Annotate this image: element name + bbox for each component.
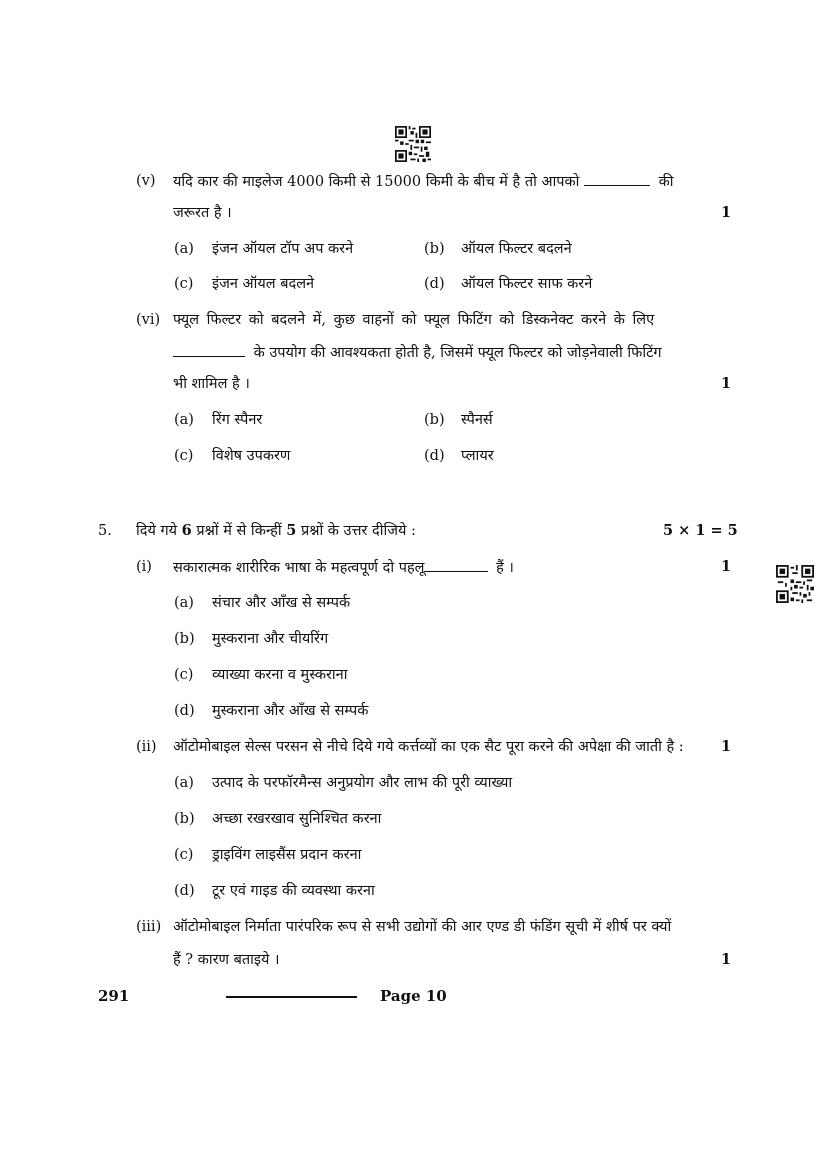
option-text: ड्राइविंग लाइसैंस प्रदान करना bbox=[212, 847, 362, 863]
question-5-marks: 5 × 1 = 5 bbox=[663, 522, 738, 539]
option-label: (b) bbox=[424, 241, 445, 257]
question-v-line1 bbox=[173, 171, 674, 192]
top-qr-code-icon bbox=[395, 126, 431, 162]
option-text: इंजन ऑयल बदलने bbox=[212, 276, 315, 292]
option-label: (a) bbox=[174, 775, 194, 791]
question-vi-line2 bbox=[173, 342, 662, 363]
option-text: विशेष उपकरण bbox=[212, 448, 291, 464]
question-iii-line1: ऑटोमोबाइल निर्माता पारंपरिक रूप से सभी उद्योगों की आर एण्ड डी फंडिंग सूची में शीर्ष पर क्यों bbox=[173, 919, 672, 935]
option-label: (c) bbox=[174, 667, 194, 683]
question-i-marks: 1 bbox=[721, 558, 732, 575]
paper-code: 291 bbox=[98, 987, 130, 1005]
question-v-text-pre: यदि कार की माइलेज 4000 किमी से 15000 किमी के बीच में है तो आपको bbox=[173, 174, 580, 190]
option-label: (c) bbox=[174, 448, 194, 464]
option-text: उत्पाद के परफॉरमैन्स अनुप्रयोग और लाभ की पूरी व्याख्या bbox=[212, 775, 513, 791]
question-v-line2: जरूरत है । bbox=[173, 205, 232, 221]
option-label: (c) bbox=[174, 847, 194, 863]
option-label: (b) bbox=[424, 412, 445, 428]
side-qr-code-icon bbox=[776, 565, 814, 603]
question-v-text-post: की bbox=[658, 174, 674, 190]
option-label: (a) bbox=[174, 241, 194, 257]
question-ii-label: (ii) bbox=[136, 739, 157, 755]
question-5-number: 5. bbox=[98, 523, 112, 539]
question-v-marks: 1 bbox=[721, 204, 732, 221]
option-label: (a) bbox=[174, 595, 194, 611]
question-5-instruction bbox=[136, 521, 416, 541]
question-i-text bbox=[173, 557, 514, 578]
option-text: ऑयल फिल्टर बदलने bbox=[461, 241, 572, 257]
option-label: (a) bbox=[174, 412, 194, 428]
option-text: इंजन ऑयल टॉप अप करने bbox=[212, 241, 354, 257]
answer-blank bbox=[173, 342, 245, 357]
question-ii-text: ऑटोमोबाइल सेल्स परसन से नीचे दिये गये कर्त्तव्यों का एक सैट पूरा करने की अपेक्षा की जाती है : bbox=[173, 739, 684, 755]
instruction-count: 6 bbox=[181, 522, 192, 539]
option-text: अच्छा रखरखाव सुनिश्चित करना bbox=[212, 811, 382, 827]
option-label: (b) bbox=[174, 631, 195, 647]
question-i-label: (i) bbox=[136, 559, 152, 575]
question-vi-line1: फ्यूल फिल्टर को बदलने में, कुछ वाहनों को फ्यूल फिटिंग को डिस्कनेक्ट करने के लिए bbox=[173, 312, 655, 328]
option-text: ऑयल फिल्टर साफ करने bbox=[461, 276, 593, 292]
option-text: मुस्कराना और आँख से सम्पर्क bbox=[212, 703, 369, 719]
option-label: (d) bbox=[424, 448, 445, 464]
question-iii-line2: हैं ? कारण बताइये । bbox=[173, 952, 280, 968]
option-text: मुस्कराना और चीयरिंग bbox=[212, 631, 329, 647]
answer-blank bbox=[584, 171, 650, 186]
question-vi-marks: 1 bbox=[721, 375, 732, 392]
footer-divider bbox=[226, 996, 357, 998]
option-label: (c) bbox=[174, 276, 194, 292]
option-text: व्याख्या करना व मुस्कराना bbox=[212, 667, 348, 683]
question-vi-text: के उपयोग की आवश्यकता होती है, जिसमें फ्यूल फिल्टर को जोड़नेवाली फिटिंग bbox=[253, 345, 662, 361]
instruction-text: दिये गये bbox=[136, 523, 178, 539]
option-label: (b) bbox=[174, 811, 195, 827]
option-label: (d) bbox=[174, 703, 195, 719]
question-iii-marks: 1 bbox=[721, 951, 732, 968]
question-v-label: (v) bbox=[136, 173, 156, 189]
question-vi-line3: भी शामिल है । bbox=[173, 376, 250, 392]
option-text: प्लायर bbox=[461, 448, 494, 464]
question-vi-label: (vi) bbox=[136, 312, 161, 328]
question-i-text-pre: सकारात्मक शारीरिक भाषा के महत्वपूर्ण दो पहलू bbox=[173, 560, 425, 576]
page-number: Page 10 bbox=[380, 987, 447, 1005]
question-iii-label: (iii) bbox=[136, 919, 162, 935]
instruction-count: 5 bbox=[286, 522, 297, 539]
option-text: टूर एवं गाइड की व्यवस्था करना bbox=[212, 883, 375, 899]
answer-blank bbox=[424, 557, 488, 572]
option-text: रिंग स्पैनर bbox=[212, 412, 263, 428]
option-label: (d) bbox=[424, 276, 445, 292]
question-i-text-post: हैं । bbox=[496, 560, 514, 576]
option-label: (d) bbox=[174, 883, 195, 899]
instruction-text: प्रश्नों में से किन्हीं bbox=[196, 523, 282, 539]
instruction-text: प्रश्नों के उत्तर दीजिये : bbox=[300, 523, 416, 539]
option-text: संचार और आँख से सम्पर्क bbox=[212, 595, 351, 611]
question-ii-marks: 1 bbox=[721, 738, 732, 755]
option-text: स्पैनर्स bbox=[461, 412, 493, 428]
